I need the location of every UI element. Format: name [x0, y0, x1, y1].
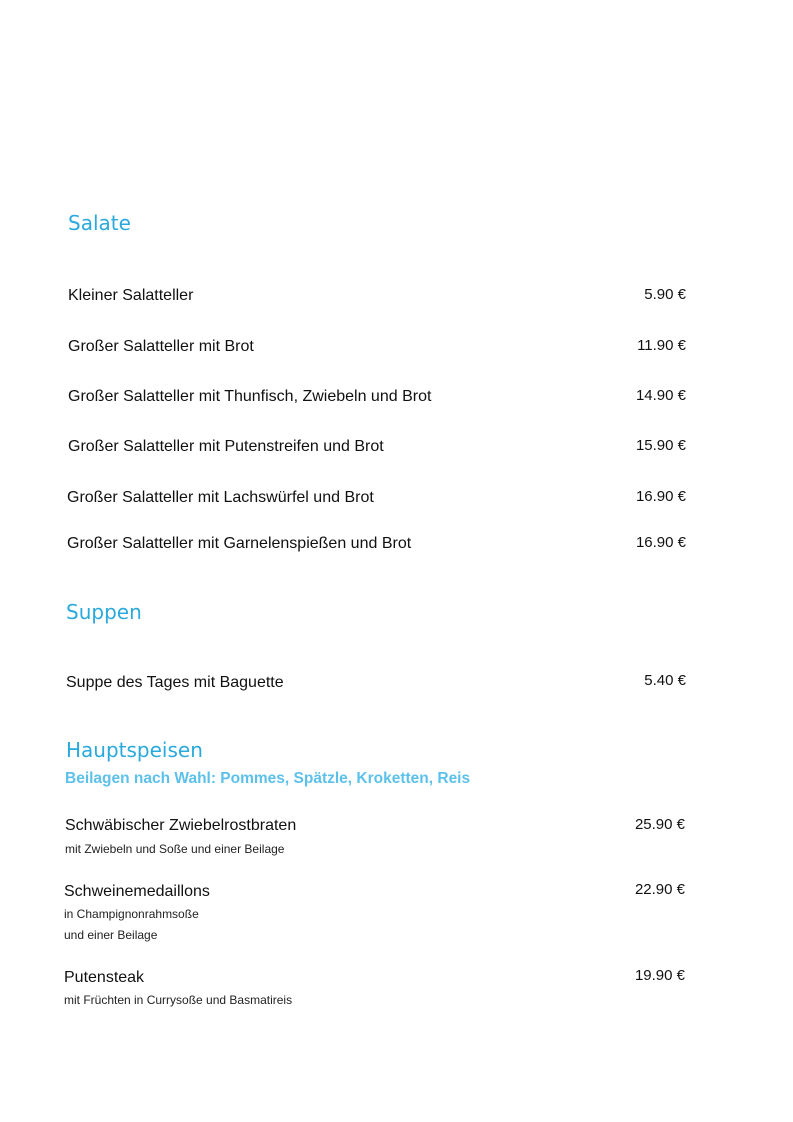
menu-item-description: und einer Beilage	[64, 928, 158, 942]
menu-item-name: Großer Salatteller mit Putenstreifen und Brot	[68, 438, 384, 455]
menu-item-price: 5.40 €	[644, 672, 686, 689]
menu-item-description: mit Zwiebeln und Soße und einer Beilage	[65, 842, 285, 856]
menu-item-price: 22.90 €	[634, 881, 685, 898]
section-title-hauptspeisen: Hauptspeisen	[66, 738, 203, 762]
menu-item-name: Großer Salatteller mit Brot	[68, 338, 254, 355]
menu-item-price: 19.90 €	[634, 967, 685, 984]
menu-item-price: 25.90 €	[634, 816, 685, 833]
menu-item-name: Kleiner Salatteller	[68, 287, 194, 304]
menu-item-price: 14.90 €	[635, 387, 686, 404]
menu-item-price: 5.90 €	[644, 286, 686, 303]
menu-item-name: Schwäbischer Zwiebelrostbraten	[65, 817, 297, 834]
section-title-suppen: Suppen	[66, 600, 142, 624]
side-dishes-note: Beilagen nach Wahl: Pommes, Spätzle, Kroketten, Reis	[65, 770, 471, 787]
menu-item-description: mit Früchten in Currysoße und Basmatireis	[64, 993, 293, 1007]
menu-item-name: Großer Salatteller mit Garnelenspießen und Brot	[67, 535, 412, 552]
menu-item-price: 16.90 €	[635, 488, 686, 505]
menu-item-price: 11.90 €	[637, 337, 686, 354]
menu-item-name: Putensteak	[64, 969, 145, 986]
menu-item-price: 15.90 €	[635, 437, 686, 454]
menu-item-name: Schweinemedaillons	[64, 883, 210, 900]
menu-item-name: Großer Salatteller mit Thunfisch, Zwiebeln und Brot	[68, 388, 432, 405]
menu-item-name: Großer Salatteller mit Lachswürfel und Brot	[67, 489, 374, 506]
section-title-salate: Salate	[68, 211, 131, 235]
menu-item-name: Suppe des Tages mit Baguette	[66, 674, 284, 691]
menu-item-price: 16.90 €	[635, 534, 686, 551]
menu-item-description: in Champignonrahmsoße	[64, 907, 199, 921]
